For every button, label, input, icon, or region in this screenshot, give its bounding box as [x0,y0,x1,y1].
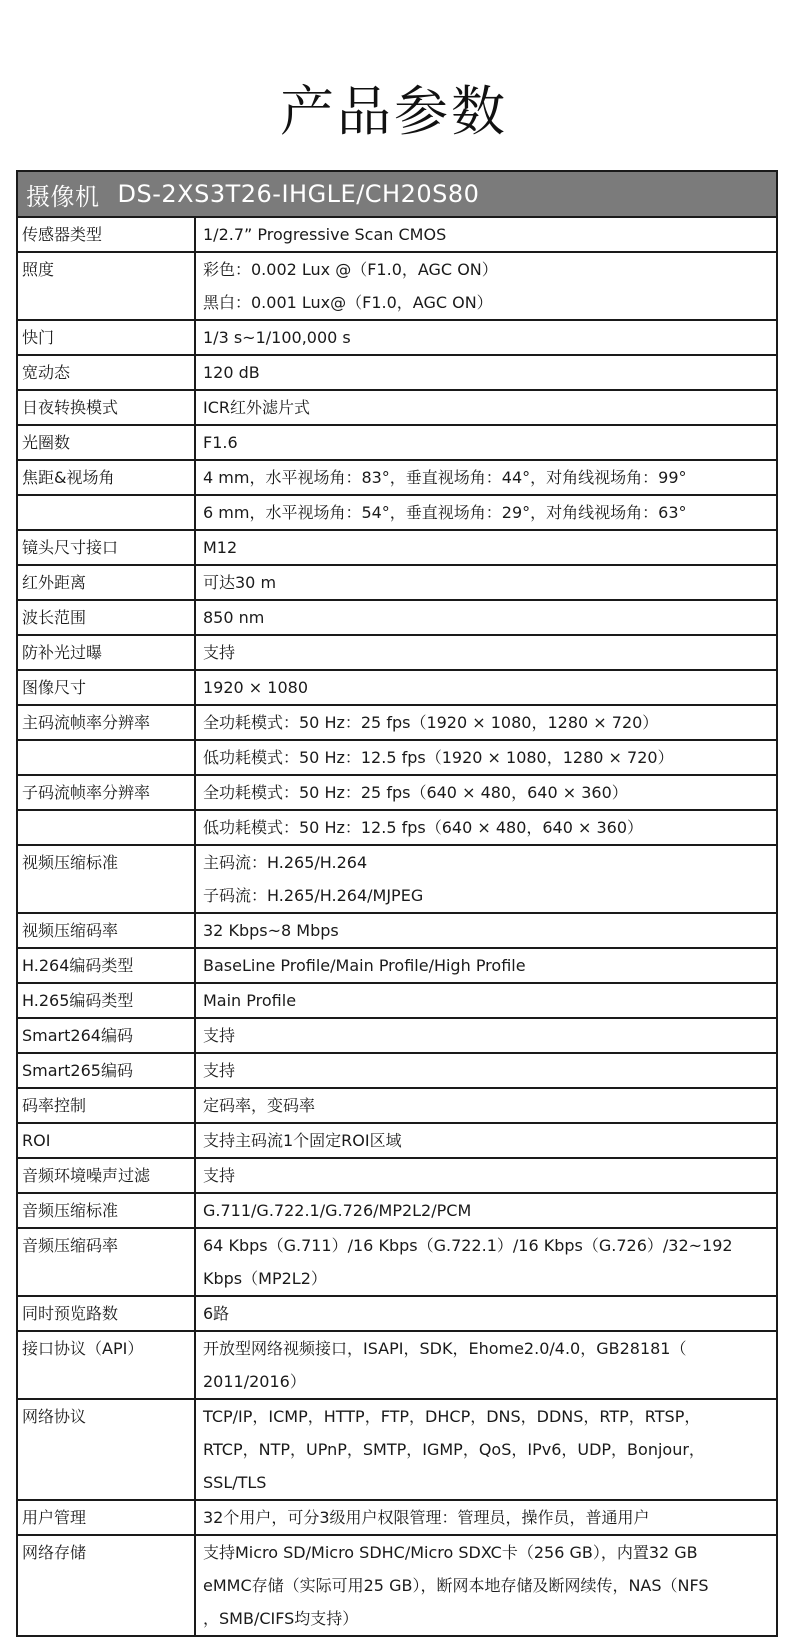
spec-value [196,1332,776,1398]
table-row [18,949,776,984]
spec-value-line: Kbps（MP2L2） [203,1269,327,1288]
spec-value [196,1054,776,1087]
spec-value [196,1400,776,1499]
spec-value [196,1297,776,1330]
spec-value-line: 64 Kbps（G.711）/16 Kbps（G.722.1）/16 Kbps（G.726）/32~192 [203,1236,733,1255]
spec-value-line: 850 nm [203,608,265,627]
spec-value-line: SSL/TLS [203,1473,267,1492]
spec-value [196,426,776,459]
spec-value-line: 2011/2016） [203,1372,306,1391]
spec-value [196,671,776,704]
spec-label: ROI [18,1124,196,1157]
spec-value-line: 可达30 m [203,573,277,592]
spec-value-line: 彩色：0.002 Lux @（F1.0，AGC ON） [203,260,498,279]
spec-value-line: 支持 [203,643,236,662]
spec-table [16,170,778,1637]
table-row [18,741,776,776]
camera-label: 摄像机 [26,182,100,211]
spec-label: 日夜转换模式 [18,391,196,424]
spec-value-line: 黑白：0.001 Lux@（F1.0，AGC ON） [203,293,493,312]
spec-value-line: eMMC存储（实际可用25 GB），断网本地存储及断网续传，NAS（NFS [203,1576,709,1595]
spec-value-line: 6路 [203,1304,230,1323]
spec-label: Smart265编码 [18,1054,196,1087]
spec-value [196,914,776,947]
spec-value [196,776,776,809]
table-row [18,461,776,496]
table-row [18,1089,776,1124]
table-row [18,811,776,846]
table-row [18,1297,776,1332]
table-row [18,321,776,356]
table-row [18,984,776,1019]
spec-label [18,496,196,529]
spec-label: 照度 [18,253,196,319]
table-row [18,1229,776,1297]
spec-value [196,1536,776,1635]
spec-value-line: 6 mm，水平视场角：54°，垂直视场角：29°，对角线视场角：63° [203,503,687,522]
table-row [18,531,776,566]
spec-value [196,1019,776,1052]
spec-label: H.264编码类型 [18,949,196,982]
table-row [18,601,776,636]
spec-label: 防补光过曝 [18,636,196,669]
spec-value-line: 1/2.7” Progressive Scan CMOS [203,225,447,244]
table-row [18,356,776,391]
table-row [18,914,776,949]
spec-value [196,1159,776,1192]
spec-label [18,811,196,844]
spec-value [196,949,776,982]
spec-value [196,1124,776,1157]
spec-value-line: 32个用户，可分3级用户权限管理：管理员，操作员，普通用户 [203,1508,650,1527]
spec-label: 用户管理 [18,1501,196,1534]
spec-value-line: 支持 [203,1166,236,1185]
table-row [18,218,776,253]
spec-value-line: ICR红外滤片式 [203,398,311,417]
spec-value [196,253,776,319]
spec-label: 宽动态 [18,356,196,389]
spec-label: 音频压缩标准 [18,1194,196,1227]
spec-value [196,706,776,739]
spec-label: 音频压缩码率 [18,1229,196,1295]
spec-value-line: BaseLine Profile/Main Profile/High Profile [203,956,526,975]
spec-value-line: M12 [203,538,238,557]
spec-label: 图像尺寸 [18,671,196,704]
table-row [18,671,776,706]
table-row [18,1019,776,1054]
spec-value-line: 定码率，变码率 [203,1096,316,1115]
spec-value-line: 全功耗模式：50 Hz：25 fps（640 × 480，640 × 360） [203,783,628,802]
spec-value [196,321,776,354]
spec-table-header [18,172,776,218]
spec-value-line: 子码流：H.265/H.264/MJPEG [203,886,424,905]
spec-value-line: 支持主码流1个固定ROI区域 [203,1131,402,1150]
spec-label: 快门 [18,321,196,354]
spec-label: 同时预览路数 [18,1297,196,1330]
table-row [18,1332,776,1400]
table-row [18,846,776,914]
table-row [18,1194,776,1229]
spec-value [196,566,776,599]
spec-value [196,391,776,424]
spec-label [18,741,196,774]
spec-value-line: 低功耗模式：50 Hz：12.5 fps（640 × 480，640 × 360） [203,818,644,837]
spec-value [196,1229,776,1295]
spec-label: 网络存储 [18,1536,196,1635]
spec-value-line: 全功耗模式：50 Hz：25 fps（1920 × 1080，1280 × 720） [203,713,659,732]
spec-label: 音频环境噪声过滤 [18,1159,196,1192]
table-row [18,566,776,601]
spec-value [196,356,776,389]
spec-value-line: ，SMB/CIFS均支持） [203,1609,359,1628]
spec-label: 视频压缩码率 [18,914,196,947]
spec-value-line: TCP/IP，ICMP，HTTP，FTP，DHCP，DNS，DDNS，RTP，RTSP， [203,1407,701,1426]
spec-value-line: 主码流：H.265/H.264 [203,853,368,872]
spec-value [196,601,776,634]
spec-value [196,218,776,251]
spec-value [196,984,776,1017]
spec-rows [18,218,776,1637]
camera-model: DS-2XS3T26-IHGLE/CH20S80 [117,180,480,208]
spec-value [196,1089,776,1122]
table-row [18,426,776,461]
spec-value-line: 4 mm，水平视场角：83°，垂直视场角：44°，对角线视场角：99° [203,468,687,487]
table-row [18,1501,776,1536]
spec-value [196,496,776,529]
page-title: 产品参数 [280,80,508,143]
spec-value-line: 支持 [203,1061,236,1080]
spec-label: 子码流帧率分辨率 [18,776,196,809]
spec-label: 接口协议（API） [18,1332,196,1398]
spec-value-line: 1/3 s~1/100,000 s [203,328,351,347]
spec-value-line: 支持 [203,1026,236,1045]
table-row [18,391,776,426]
spec-value [196,741,776,774]
spec-label: 视频压缩标准 [18,846,196,912]
spec-value [196,846,776,912]
spec-label: 主码流帧率分辨率 [18,706,196,739]
spec-value [196,811,776,844]
spec-value-line: 120 dB [203,363,260,382]
spec-value [196,1501,776,1534]
table-row [18,1054,776,1089]
spec-value-line: RTCP，NTP，UPnP，SMTP，IGMP，QoS，IPv6，UDP，Bonjour， [203,1440,705,1459]
table-row [18,636,776,671]
table-row [18,253,776,321]
spec-label: 码率控制 [18,1089,196,1122]
spec-value [196,531,776,564]
table-row [18,496,776,531]
spec-label: Smart264编码 [18,1019,196,1052]
spec-label: 红外距离 [18,566,196,599]
table-row [18,706,776,741]
spec-label: 传感器类型 [18,218,196,251]
spec-label: 光圈数 [18,426,196,459]
spec-value [196,1194,776,1227]
spec-label: H.265编码类型 [18,984,196,1017]
spec-label: 波长范围 [18,601,196,634]
spec-value-line: Main Profile [203,991,297,1010]
table-row [18,1159,776,1194]
spec-label: 网络协议 [18,1400,196,1499]
table-row [18,1536,776,1637]
spec-value-line: 开放型网络视频接口，ISAPI，SDK，Ehome2.0/4.0，GB28181（ [203,1339,687,1358]
spec-label: 镜头尺寸接口 [18,531,196,564]
spec-value-line: G.711/G.722.1/G.726/MP2L2/PCM [203,1201,472,1220]
spec-value [196,461,776,494]
table-row [18,1400,776,1501]
spec-value-line: 1920 × 1080 [203,678,309,697]
spec-value-line: 32 Kbps~8 Mbps [203,921,339,940]
spec-value [196,636,776,669]
spec-label: 焦距&视场角 [18,461,196,494]
table-row [18,776,776,811]
spec-value-line: 支持Micro SD/Micro SDHC/Micro SDXC卡（256 GB），内置32 GB [203,1543,698,1562]
spec-value-line: 低功耗模式：50 Hz：12.5 fps（1920 × 1080，1280 × 720） [203,748,674,767]
spec-value-line: F1.6 [203,433,238,452]
table-row [18,1124,776,1159]
